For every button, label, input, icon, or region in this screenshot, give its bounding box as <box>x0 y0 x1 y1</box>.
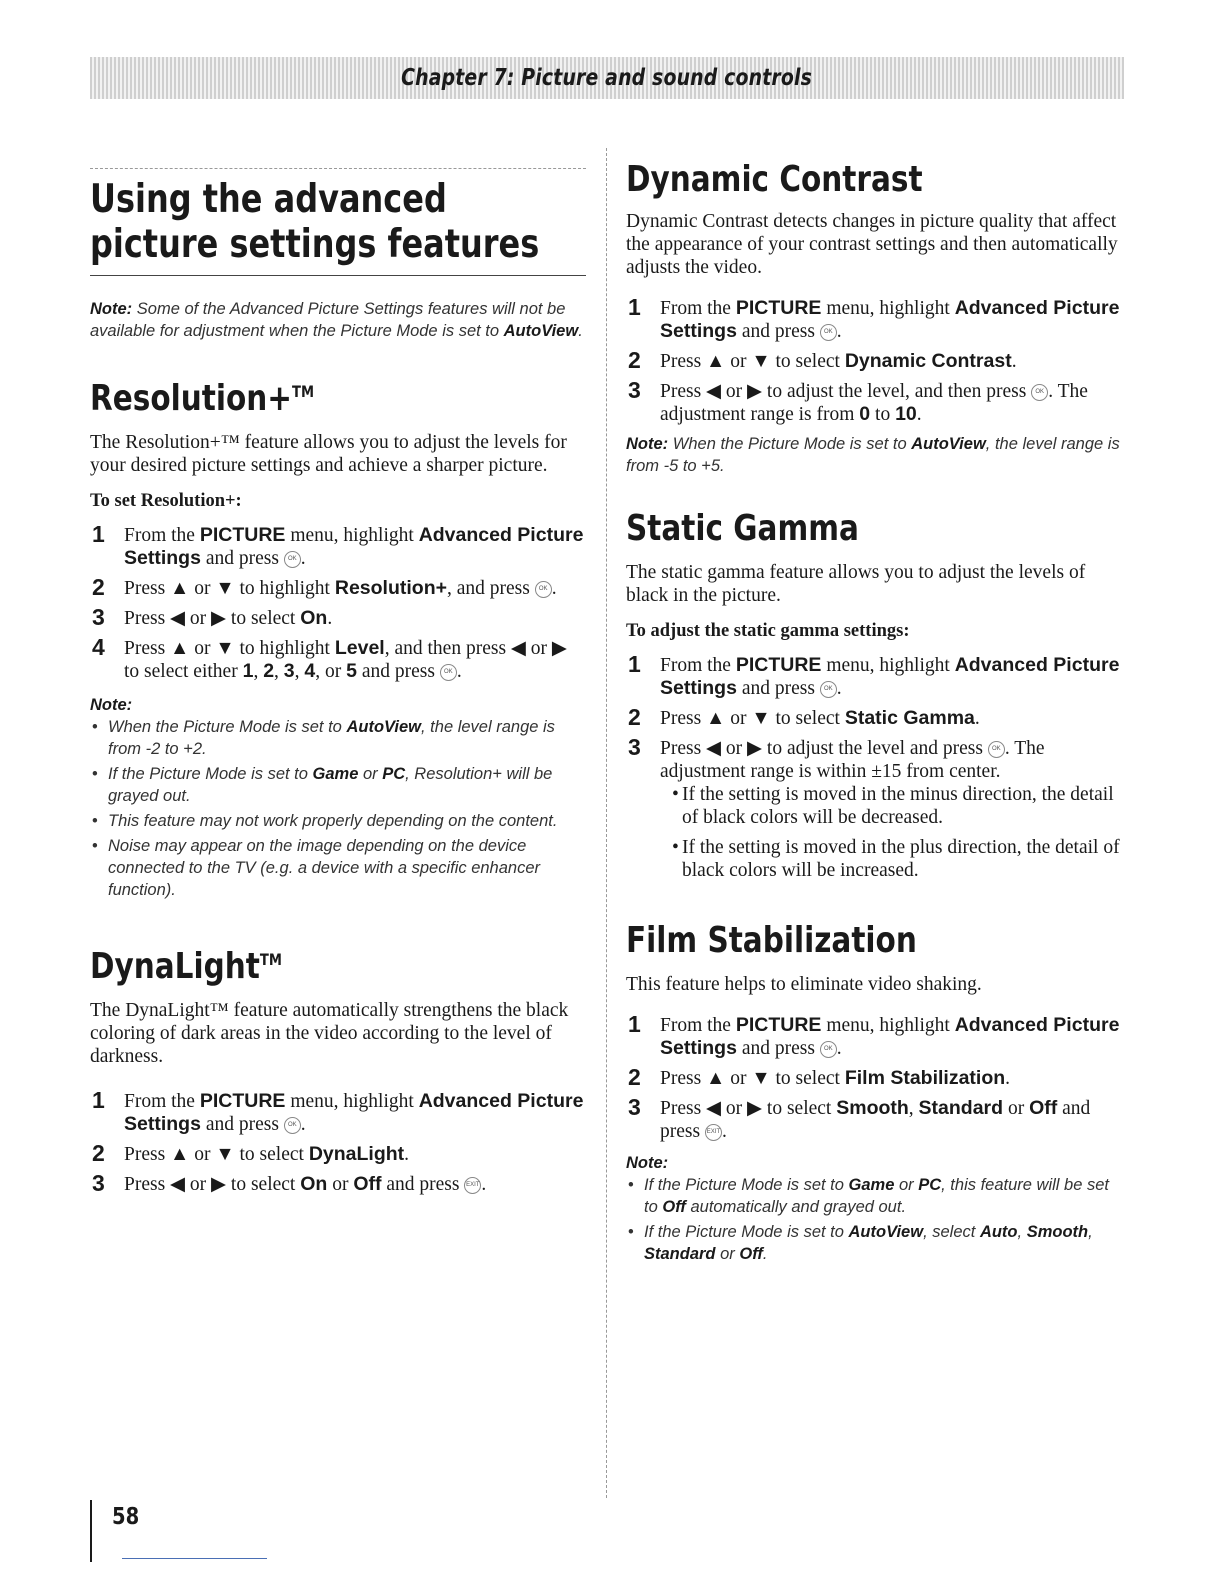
step-item: 4 Press ▲ or ▼ to highlight Level, and then press ◀ or ▶ to select either 1, 2, 3, 4, or 5 and press OK . <box>92 634 567 682</box>
step-item: 2 Press ▲ or ▼ to select DynaLight. <box>92 1140 410 1166</box>
step-item: 3 Press ◀ or ▶ to select On. <box>92 604 333 630</box>
resolution-heading: Resolution+™ <box>90 378 315 419</box>
static-gamma-heading: Static Gamma <box>626 508 859 549</box>
step-item: 1 From the PICTURE menu, highlight Advanced Picture Settings and press OK . <box>92 1087 584 1135</box>
intro-note: Note: Some of the Advanced Picture Settings features will not be available for adjustment when the Picture Mode is set to AutoView. <box>90 300 583 340</box>
left-column <box>90 168 586 1203</box>
dynamic-contrast-note: Note: When the Picture Mode is set to AutoView, the level range is from -5 to +5. <box>626 435 1120 475</box>
footer-bar <box>90 1500 92 1562</box>
column-divider <box>606 148 607 1498</box>
ok-button-icon: OK <box>1031 384 1048 401</box>
step-item: 2 Press ▲ or ▼ to select Static Gamma. <box>628 704 980 730</box>
note-item: • If the Picture Mode is set to Game or PC, Resolution+ will be grayed out. <box>90 763 586 807</box>
resolution-steps <box>90 521 586 683</box>
dynamic-contrast-body: Dynamic Contrast detects changes in picture quality that affect the appearance of your contrast settings and then automatically adjusts the video. <box>626 211 1118 278</box>
resolution-subhead: To set Resolution+: <box>90 491 242 511</box>
chapter-title: Chapter 7: Picture and sound controls <box>401 65 813 91</box>
step-item: 3 Press ◀ or ▶ to adjust the level, and then press OK . The adjustment range is from 0 to 10. <box>628 377 1088 425</box>
dynalight-heading: DynaLight™ <box>90 946 282 987</box>
static-gamma-body: The static gamma feature allows you to adjust the levels of black in the picture. <box>626 562 1086 606</box>
film-stabilization-steps <box>626 1011 1122 1143</box>
ok-button-icon: OK <box>820 324 837 341</box>
step-item: 3 Press ◀ or ▶ to select Smooth, Standard or Off and press EXIT. <box>628 1094 1091 1142</box>
right-column <box>626 158 1122 1268</box>
note-item: • If the Picture Mode is set to Game or PC, this feature will be set to Off automatically and grayed out. <box>626 1174 1122 1218</box>
dynalight-body: The DynaLight™ feature automatically strengthens the black coloring of dark areas in the video according to the level of darkness. <box>90 1000 569 1067</box>
ok-button-icon: OK <box>535 581 552 598</box>
note-item: • Noise may appear on the image depending on the device connected to the TV (e.g. a device with a specific enhancer function). <box>90 835 586 901</box>
ok-button-icon: OK <box>820 681 837 698</box>
step-item: 1 From the PICTURE menu, highlight Advanced Picture Settings and press OK . <box>628 651 1120 699</box>
step-item: 3 Press ◀ or ▶ to adjust the level and press OK . The adjustment range is within ±15 from center. • If the setting is moved in the minus direction, the detail of black colors will be decreased. • If the setting is moved in the plus direction, the detail of black colors will be increased. <box>626 737 1122 882</box>
footer-line <box>122 1558 267 1559</box>
dynamic-contrast-heading: Dynamic Contrast <box>626 159 923 200</box>
step-item: 3 Press ◀ or ▶ to select On or Off and press EXIT. <box>92 1170 487 1196</box>
step-item: 1 From the PICTURE menu, highlight Advanced Picture Settings and press OK . <box>628 1011 1120 1059</box>
exit-button-icon: EXIT <box>705 1124 722 1141</box>
ok-button-icon: OK <box>284 1117 301 1134</box>
ok-button-icon: OK <box>988 741 1005 758</box>
note-item: • When the Picture Mode is set to AutoView, the level range is from -2 to +2. <box>90 716 586 760</box>
step-item: 1 From the PICTURE menu, highlight Advanced Picture Settings and press OK . <box>92 521 584 569</box>
film-stabilization-heading: Film Stabilization <box>626 920 917 961</box>
dynalight-steps <box>90 1087 586 1196</box>
note-item: • This feature may not work properly depending on the content. <box>90 810 586 832</box>
bullet-item: • If the setting is moved in the plus direction, the detail of black colors will be increased. <box>672 836 1122 882</box>
static-gamma-subhead: To adjust the static gamma settings: <box>626 621 910 641</box>
resolution-body: The Resolution+™ feature allows you to adjust the levels for your desired picture settings and achieve a sharper picture. <box>90 432 567 476</box>
step-item: 2 Press ▲ or ▼ to highlight Resolution+, and press OK . <box>92 574 557 600</box>
step-item: 1 From the PICTURE menu, highlight Advanced Picture Settings and press OK . <box>628 294 1120 342</box>
ok-button-icon: OK <box>820 1041 837 1058</box>
film-stabilization-body: This feature helps to eliminate video shaking. <box>626 974 982 995</box>
film-stabilization-notes: Note: • If the Picture Mode is set to Game or PC, this feature will be set to Off automatically and grayed out. • If the Picture Mode is set to AutoView, select Auto, Smooth, Standard or Off. <box>626 1152 1122 1265</box>
chapter-banner <box>90 57 1124 99</box>
dynamic-contrast-steps <box>626 294 1122 426</box>
step-item: 2 Press ▲ or ▼ to select Dynamic Contrast. <box>628 347 1017 373</box>
resolution-notes: Note: • When the Picture Mode is set to AutoView, the level range is from -2 to +2. • If the Picture Mode is set to Game or PC, Resolution+ will be grayed out. • This feature may not work properly depending on the content. • Noise may appear on the image depending on the device connected to the TV (e.g. a device with a specific enhancer function). <box>90 694 586 901</box>
page-number: 58 <box>112 1504 140 1530</box>
ok-button-icon: OK <box>440 664 457 681</box>
page-title: Using the advanced picture settings features <box>90 177 540 267</box>
exit-button-icon: EXIT <box>464 1177 481 1194</box>
note-item: • If the Picture Mode is set to AutoView, select Auto, Smooth, Standard or Off. <box>626 1221 1122 1265</box>
step-item: 2 Press ▲ or ▼ to select Film Stabilization. <box>628 1064 1011 1090</box>
ok-button-icon: OK <box>284 551 301 568</box>
bullet-item: • If the setting is moved in the minus direction, the detail of black colors will be decreased. <box>672 783 1122 829</box>
static-gamma-bullets <box>660 783 1122 882</box>
static-gamma-steps <box>626 651 1122 882</box>
